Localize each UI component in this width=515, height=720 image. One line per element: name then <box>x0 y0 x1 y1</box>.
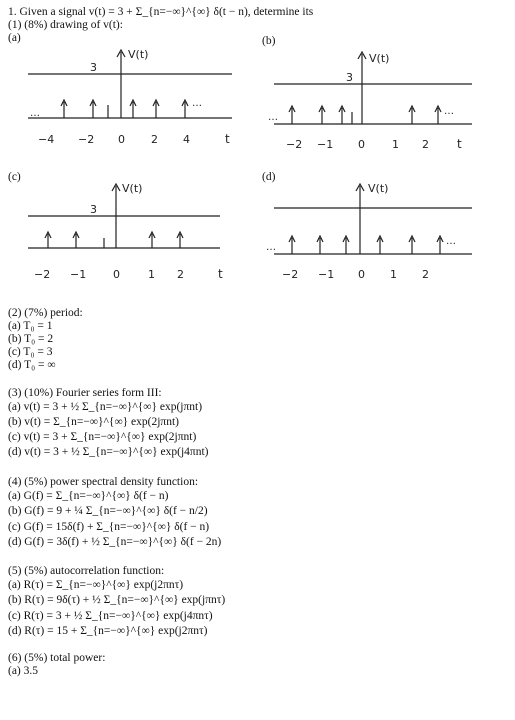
drawing-d-tick: 2 <box>422 268 429 281</box>
drawing-d-label[interactable]: (d) <box>262 171 276 183</box>
q4-option-d[interactable]: (d) G(f) = 3δ(f) + ½ Σ_{n=−∞}^{∞} δ(f − 2n) <box>8 536 222 548</box>
drawing-b-axis-name: V(t) <box>369 52 390 65</box>
drawing-a <box>20 44 250 156</box>
q5-option-a[interactable]: (a) R(τ) = Σ_{n=−∞}^{∞} exp(j2πnτ) <box>8 579 184 591</box>
drawing-b-tick: 2 <box>422 138 429 151</box>
q2-option-c[interactable]: (c) T₀ = 3 <box>8 346 53 358</box>
drawing-c-t-label: t <box>218 267 223 281</box>
drawing-b-dots-left: … <box>268 112 278 123</box>
drawing-b-tick: 1 <box>392 138 399 151</box>
drawing-b-tick: −1 <box>317 138 334 151</box>
drawing-a-level: 3 <box>90 61 97 74</box>
q3-option-b[interactable]: (b) v(t) = Σ_{n=−∞}^{∞} exp(2jπnt) <box>8 416 179 428</box>
q2-title: (2) (7%) period: <box>8 307 83 319</box>
drawing-d-tick: 1 <box>390 268 397 281</box>
q2-option-b[interactable]: (b) T₀ = 2 <box>8 333 54 345</box>
drawing-d-dots-left: … <box>266 242 276 253</box>
q4-option-a[interactable]: (a) G(f) = Σ_{n=−∞}^{∞} δ(f − n) <box>8 490 169 502</box>
drawing-b-dots-right: … <box>444 106 454 117</box>
drawing-c-level: 3 <box>90 203 97 216</box>
drawing-a-tick: 0 <box>118 133 125 146</box>
q5-option-c[interactable]: (c) R(τ) = 3 + ½ Σ_{n=−∞}^{∞} exp(j4πnτ) <box>8 610 213 622</box>
drawing-a-label[interactable]: (a) <box>8 32 21 44</box>
drawing-d <box>262 178 492 290</box>
drawing-c-tick: 0 <box>113 268 120 281</box>
q2-option-d[interactable]: (d) T₀ = ∞ <box>8 359 56 371</box>
drawing-b-level: 3 <box>346 71 353 84</box>
drawing-a-axis-name: V(t) <box>128 48 149 61</box>
drawing-c-tick: 1 <box>148 268 155 281</box>
drawing-b-t-label: t <box>457 137 462 151</box>
drawing-a-dots-right: … <box>192 98 202 109</box>
drawing-b-tick: 0 <box>358 138 365 151</box>
drawing-b <box>262 44 492 156</box>
question-stem: 1. Given a signal v(t) = 3 + Σ_{n=−∞}^{∞} δ(t − n), determine its <box>8 6 314 18</box>
drawing-c-tick: 2 <box>177 268 184 281</box>
q4-option-c[interactable]: (c) G(f) = 15δ(f) + Σ_{n=−∞}^{∞} δ(f − n) <box>8 521 210 533</box>
q5-option-d[interactable]: (d) R(τ) = 15 + Σ_{n=−∞}^{∞} exp(j2πnτ) <box>8 625 208 637</box>
drawing-d-dots-right: … <box>446 236 456 247</box>
drawing-d-tick: −2 <box>282 268 299 281</box>
q2-option-a[interactable]: (a) T₀ = 1 <box>8 320 53 332</box>
drawing-d-tick: 0 <box>358 268 365 281</box>
q3-option-a[interactable]: (a) v(t) = 3 + ½ Σ_{n=−∞}^{∞} exp(jπnt) <box>8 401 203 413</box>
drawing-c-label[interactable]: (c) <box>8 171 21 183</box>
drawing-a-tick: 2 <box>151 133 158 146</box>
drawing-a-dots-left: … <box>30 108 40 119</box>
q4-title: (4) (5%) power spectral density function: <box>8 476 199 488</box>
drawing-d-axis-name: V(t) <box>368 182 389 195</box>
q1-title: (1) (8%) drawing of v(t): <box>8 19 123 31</box>
drawing-c-tick: −1 <box>70 268 87 281</box>
q6-option-a[interactable]: (a) 3.5 <box>8 665 39 677</box>
drawing-b-label[interactable]: (b) <box>262 35 276 47</box>
drawing-a-t-label: t <box>225 132 230 146</box>
q5-option-b[interactable]: (b) R(τ) = 9δ(τ) + ½ Σ_{n=−∞}^{∞} exp(jπnτ) <box>8 594 226 606</box>
q6-title: (6) (5%) total power: <box>8 652 106 664</box>
q4-option-b[interactable]: (b) G(f) = 9 + ¼ Σ_{n=−∞}^{∞} δ(f − n/2) <box>8 505 208 517</box>
drawing-a-tick: 4 <box>183 133 190 146</box>
drawing-b-tick: −2 <box>286 138 303 151</box>
drawing-d-tick: −1 <box>318 268 335 281</box>
drawing-c <box>20 178 250 290</box>
q5-title: (5) (5%) autocorrelation function: <box>8 565 165 577</box>
drawing-c-axis-name: V(t) <box>122 182 143 195</box>
q3-option-c[interactable]: (c) v(t) = 3 + Σ_{n=−∞}^{∞} exp(2jπnt) <box>8 431 197 443</box>
q3-option-d[interactable]: (d) v(t) = 3 + ½ Σ_{n=−∞}^{∞} exp(j4πnt) <box>8 446 209 458</box>
drawing-c-tick: −2 <box>34 268 51 281</box>
q3-title: (3) (10%) Fourier series form III: <box>8 387 162 399</box>
drawing-a-tick: −2 <box>78 133 95 146</box>
drawing-a-tick: −4 <box>38 133 55 146</box>
